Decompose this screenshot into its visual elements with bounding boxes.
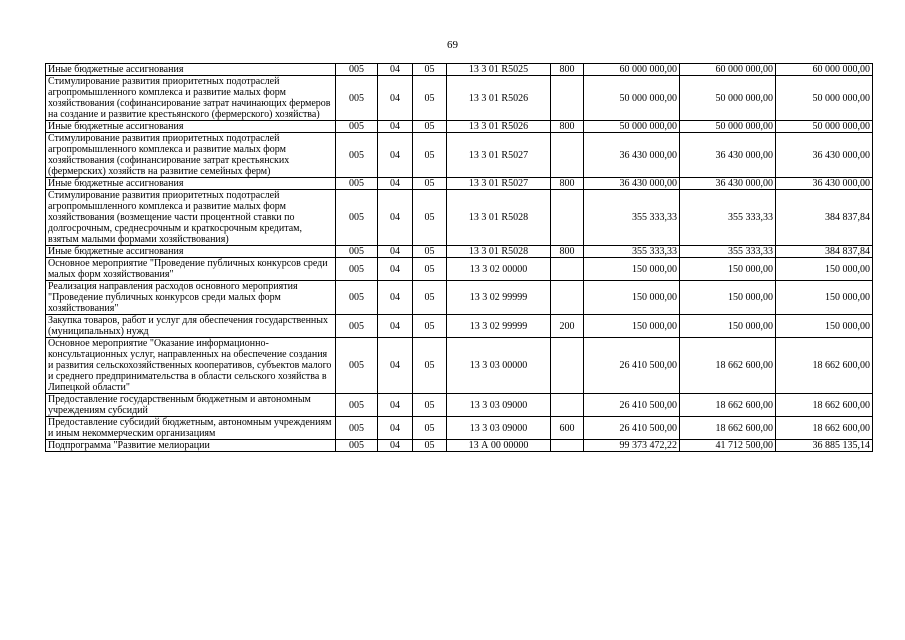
ministry-code-cell: 005: [336, 121, 378, 133]
expense-type-cell: [551, 258, 584, 281]
amount-year-3-cell: 384 837,84: [776, 190, 873, 246]
budget-table-body: [46, 64, 873, 452]
section-cell: 04: [378, 417, 413, 440]
expense-type-cell: [551, 338, 584, 394]
subsection-cell: 05: [413, 64, 447, 76]
ministry-code-cell: 005: [336, 338, 378, 394]
ministry-code-cell: 005: [336, 394, 378, 417]
amount-year-1-cell: 60 000 000,00: [584, 64, 680, 76]
amount-year-2-cell: 60 000 000,00: [680, 64, 776, 76]
amount-year-1-cell: 355 333,33: [584, 190, 680, 246]
target-article-cell: 13 А 00 00000: [447, 440, 551, 452]
subsection-cell: 05: [413, 246, 447, 258]
amount-year-1-cell: 150 000,00: [584, 315, 680, 338]
target-article-cell: 13 3 03 09000: [447, 417, 551, 440]
table-row: [46, 440, 873, 452]
expense-type-cell: [551, 440, 584, 452]
amount-year-3-cell: 384 837,84: [776, 246, 873, 258]
amount-year-2-cell: 355 333,33: [680, 190, 776, 246]
target-article-cell: 13 3 03 09000: [447, 394, 551, 417]
ministry-code-cell: 005: [336, 417, 378, 440]
subsection-cell: 05: [413, 133, 447, 178]
section-cell: 04: [378, 440, 413, 452]
amount-year-1-cell: 99 373 472,22: [584, 440, 680, 452]
expense-name-cell: Иные бюджетные ассигнования: [46, 178, 336, 190]
expense-name-cell: Иные бюджетные ассигнования: [46, 121, 336, 133]
amount-year-1-cell: 50 000 000,00: [584, 121, 680, 133]
budget-table: [45, 63, 873, 452]
section-cell: 04: [378, 76, 413, 121]
expense-type-cell: [551, 190, 584, 246]
amount-year-2-cell: 50 000 000,00: [680, 121, 776, 133]
subsection-cell: 05: [413, 121, 447, 133]
section-cell: 04: [378, 64, 413, 76]
table-row: [46, 76, 873, 121]
expense-type-cell: [551, 394, 584, 417]
section-cell: 04: [378, 121, 413, 133]
section-cell: 04: [378, 246, 413, 258]
amount-year-3-cell: 36 430 000,00: [776, 178, 873, 190]
subsection-cell: 05: [413, 178, 447, 190]
section-cell: 04: [378, 394, 413, 417]
table-row: [46, 178, 873, 190]
page-number: 69: [447, 39, 458, 51]
amount-year-1-cell: 150 000,00: [584, 258, 680, 281]
section-cell: 04: [378, 338, 413, 394]
table-row: [46, 121, 873, 133]
target-article-cell: 13 3 01 R5027: [447, 133, 551, 178]
amount-year-3-cell: 18 662 600,00: [776, 394, 873, 417]
expense-name-cell: Основное мероприятие "Оказание информационно-консультационных услуг, направленных на обеспечение создания и развития сельскохозяйственных кооперативов, субъектов малого и среднего предпринимательства в области сельского хозяйства в Липецкой области": [46, 338, 336, 394]
table-row: [46, 281, 873, 315]
expense-name-cell: Предоставление субсидий бюджетным, автономным учреждениям и иным некоммерческим организациям: [46, 417, 336, 440]
expense-name-cell: Стимулирование развития приоритетных подотраслей агропромышленного комплекса и развитие малых форм хозяйствования (софинансирование затрат крестьянских (фермерских) хозяйств на развитие семейных ферм): [46, 133, 336, 178]
expense-name-cell: Закупка товаров, работ и услуг для обеспечения государственных (муниципальных) нужд: [46, 315, 336, 338]
section-cell: 04: [378, 133, 413, 178]
amount-year-1-cell: 26 410 500,00: [584, 394, 680, 417]
ministry-code-cell: 005: [336, 440, 378, 452]
amount-year-3-cell: 150 000,00: [776, 315, 873, 338]
amount-year-1-cell: 36 430 000,00: [584, 133, 680, 178]
table-row: [46, 246, 873, 258]
amount-year-2-cell: 36 430 000,00: [680, 178, 776, 190]
expense-name-cell: Подпрограмма "Развитие мелиорации: [46, 440, 336, 452]
subsection-cell: 05: [413, 190, 447, 246]
subsection-cell: 05: [413, 440, 447, 452]
ministry-code-cell: 005: [336, 76, 378, 121]
expense-type-cell: 200: [551, 315, 584, 338]
amount-year-2-cell: 36 430 000,00: [680, 133, 776, 178]
subsection-cell: 05: [413, 76, 447, 121]
amount-year-2-cell: 355 333,33: [680, 246, 776, 258]
table-row: [46, 394, 873, 417]
table-row: [46, 190, 873, 246]
ministry-code-cell: 005: [336, 133, 378, 178]
expense-type-cell: 800: [551, 64, 584, 76]
table-row: [46, 417, 873, 440]
amount-year-3-cell: 36 430 000,00: [776, 133, 873, 178]
amount-year-1-cell: 355 333,33: [584, 246, 680, 258]
target-article-cell: 13 3 02 99999: [447, 281, 551, 315]
expense-name-cell: Иные бюджетные ассигнования: [46, 64, 336, 76]
amount-year-3-cell: 18 662 600,00: [776, 338, 873, 394]
target-article-cell: 13 3 01 R5026: [447, 121, 551, 133]
ministry-code-cell: 005: [336, 190, 378, 246]
subsection-cell: 05: [413, 315, 447, 338]
table-row: [46, 315, 873, 338]
expense-type-cell: [551, 76, 584, 121]
amount-year-2-cell: 41 712 500,00: [680, 440, 776, 452]
amount-year-3-cell: 36 885 135,14: [776, 440, 873, 452]
expense-type-cell: 800: [551, 121, 584, 133]
table-row: [46, 338, 873, 394]
amount-year-3-cell: 60 000 000,00: [776, 64, 873, 76]
amount-year-1-cell: 50 000 000,00: [584, 76, 680, 121]
amount-year-3-cell: 150 000,00: [776, 258, 873, 281]
subsection-cell: 05: [413, 394, 447, 417]
expense-name-cell: Иные бюджетные ассигнования: [46, 246, 336, 258]
target-article-cell: 13 3 01 R5028: [447, 246, 551, 258]
subsection-cell: 05: [413, 258, 447, 281]
amount-year-3-cell: 18 662 600,00: [776, 417, 873, 440]
section-cell: 04: [378, 315, 413, 338]
amount-year-3-cell: 50 000 000,00: [776, 121, 873, 133]
amount-year-1-cell: 26 410 500,00: [584, 338, 680, 394]
expense-name-cell: Основное мероприятие "Проведение публичных конкурсов среди малых форм хозяйствования": [46, 258, 336, 281]
amount-year-1-cell: 26 410 500,00: [584, 417, 680, 440]
expense-name-cell: Реализация направления расходов основного мероприятия "Проведение публичных конкурсов среди малых форм хозяйствования": [46, 281, 336, 315]
table-row: [46, 133, 873, 178]
amount-year-2-cell: 150 000,00: [680, 315, 776, 338]
ministry-code-cell: 005: [336, 178, 378, 190]
expense-type-cell: [551, 133, 584, 178]
ministry-code-cell: 005: [336, 281, 378, 315]
target-article-cell: 13 3 01 R5027: [447, 178, 551, 190]
table-row: [46, 258, 873, 281]
amount-year-2-cell: 50 000 000,00: [680, 76, 776, 121]
amount-year-1-cell: 36 430 000,00: [584, 178, 680, 190]
expense-name-cell: Стимулирование развития приоритетных подотраслей агропромышленного комплекса и развитие малых форм хозяйствования (софинансирование затрат начинающих фермеров на создание и развитие крестьянского (фермерского) хозяйства): [46, 76, 336, 121]
amount-year-3-cell: 150 000,00: [776, 281, 873, 315]
section-cell: 04: [378, 178, 413, 190]
amount-year-3-cell: 50 000 000,00: [776, 76, 873, 121]
amount-year-2-cell: 18 662 600,00: [680, 417, 776, 440]
ministry-code-cell: 005: [336, 64, 378, 76]
amount-year-2-cell: 18 662 600,00: [680, 338, 776, 394]
target-article-cell: 13 3 02 00000: [447, 258, 551, 281]
amount-year-1-cell: 150 000,00: [584, 281, 680, 315]
expense-name-cell: Стимулирование развития приоритетных подотраслей агропромышленного комплекса и развитие малых форм хозяйствования (возмещение части процентной ставки по долгосрочным, среднесрочным и краткосрочным кредитам, взятым малыми формами хозяйствования): [46, 190, 336, 246]
table-row: [46, 64, 873, 76]
target-article-cell: 13 3 01 R5025: [447, 64, 551, 76]
expense-name-cell: Предоставление государственным бюджетным и автономным учреждениям субсидий: [46, 394, 336, 417]
subsection-cell: 05: [413, 338, 447, 394]
target-article-cell: 13 3 01 R5026: [447, 76, 551, 121]
target-article-cell: 13 3 02 99999: [447, 315, 551, 338]
section-cell: 04: [378, 281, 413, 315]
section-cell: 04: [378, 258, 413, 281]
target-article-cell: 13 3 03 00000: [447, 338, 551, 394]
ministry-code-cell: 005: [336, 258, 378, 281]
subsection-cell: 05: [413, 417, 447, 440]
expense-type-cell: [551, 281, 584, 315]
amount-year-2-cell: 150 000,00: [680, 281, 776, 315]
ministry-code-cell: 005: [336, 315, 378, 338]
expense-type-cell: 800: [551, 178, 584, 190]
amount-year-2-cell: 150 000,00: [680, 258, 776, 281]
expense-type-cell: 600: [551, 417, 584, 440]
ministry-code-cell: 005: [336, 246, 378, 258]
amount-year-2-cell: 18 662 600,00: [680, 394, 776, 417]
section-cell: 04: [378, 190, 413, 246]
subsection-cell: 05: [413, 281, 447, 315]
target-article-cell: 13 3 01 R5028: [447, 190, 551, 246]
expense-type-cell: 800: [551, 246, 584, 258]
